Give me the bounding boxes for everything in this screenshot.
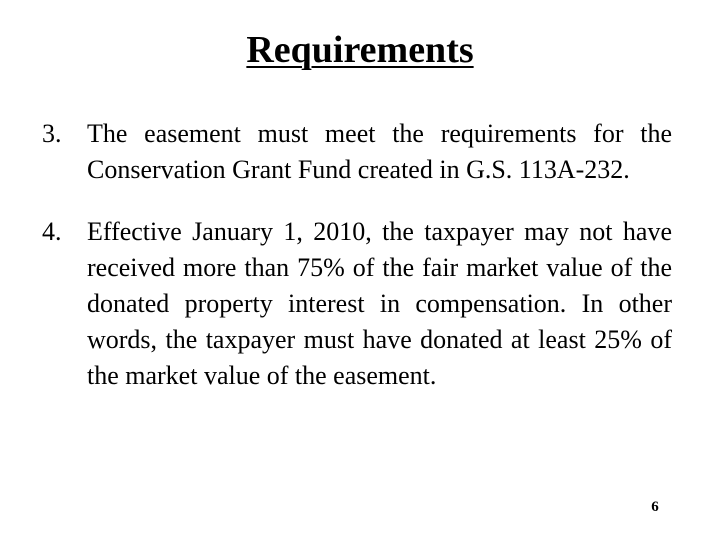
list-item [42, 214, 672, 394]
requirements-list [42, 116, 672, 394]
list-item-text: The easement must meet the requirements for the Conservation Grant Fund created in G.S. 113A-232. [87, 119, 672, 184]
list-item-number: 3. [42, 119, 62, 148]
list-item-text: Effective January 1, 2010, the taxpayer may not have received more than 75% of the fair market value of the donated property interest in compensation. In other words, the taxpayer must have donated at least 25% of the market value of the easement. [87, 217, 672, 390]
list-item-number: 4. [42, 217, 62, 246]
list-item [42, 116, 672, 188]
page-number: 6 [651, 499, 659, 515]
slide-title: Requirements [246, 29, 474, 71]
